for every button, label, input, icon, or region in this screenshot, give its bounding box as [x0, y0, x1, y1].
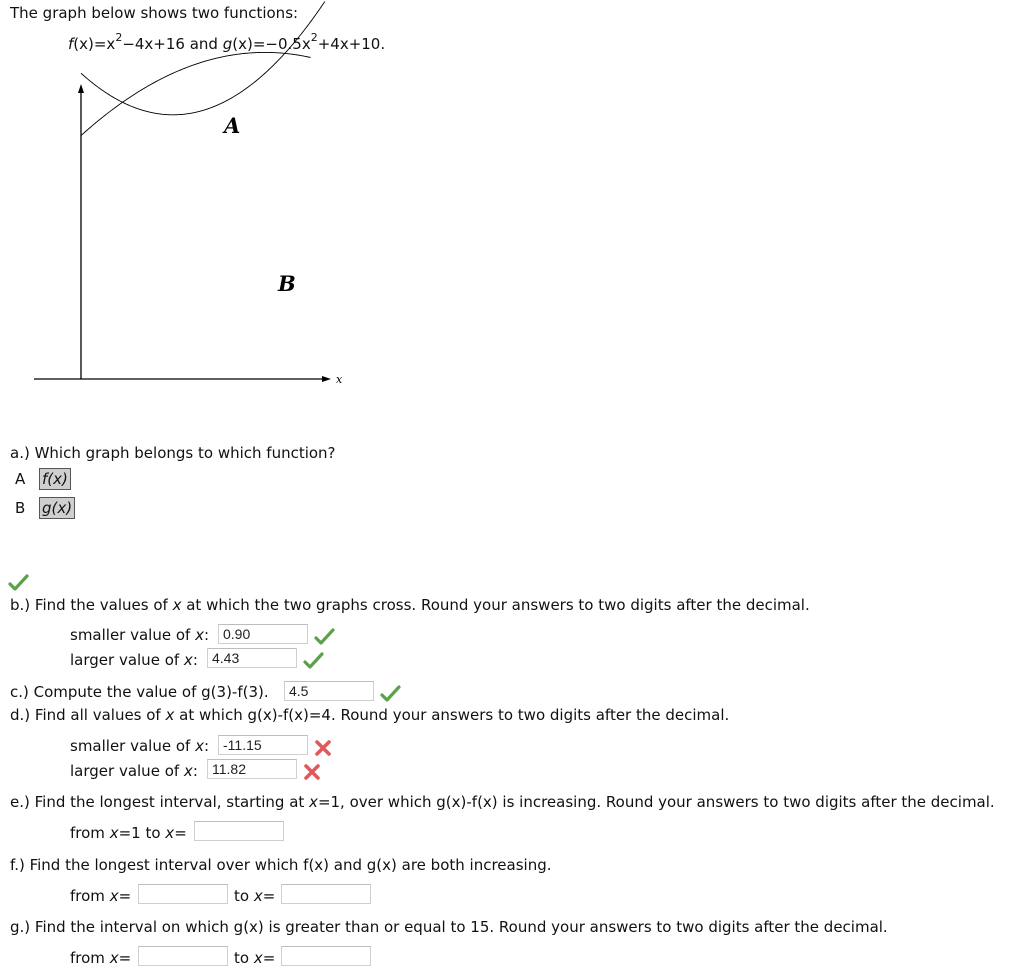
- label-text: from: [70, 887, 110, 905]
- label-var: x: [195, 626, 204, 644]
- label-var: x: [165, 824, 175, 842]
- check-icon: [380, 685, 402, 703]
- part-c-question: c.) Compute the value of g(3)-f(3).: [10, 683, 269, 701]
- label-text: to: [234, 887, 254, 905]
- check-icon: [314, 628, 336, 646]
- label-colon: :: [203, 626, 210, 644]
- label-text: to: [234, 949, 254, 967]
- label-colon: :: [192, 651, 198, 669]
- part-e-var: x: [309, 793, 318, 811]
- cross-icon: [304, 764, 320, 780]
- label-var: x: [253, 887, 263, 905]
- label-text: =1 to: [118, 824, 166, 842]
- intro-line: The graph below shows two functions:: [10, 4, 299, 22]
- part-b-smaller-label: [70, 626, 209, 644]
- part-b-larger-input[interactable]: [207, 648, 297, 668]
- part-e-text: e.) Find the longest interval, starting at: [10, 793, 310, 811]
- part-d-larger-label: [70, 762, 198, 780]
- part-a-letter-b: B: [15, 499, 26, 517]
- part-e-question: [10, 793, 995, 811]
- label-eq: =: [118, 887, 132, 905]
- f-name: f: [68, 35, 74, 53]
- label-var: x: [183, 762, 193, 780]
- label-eq: =: [262, 949, 276, 967]
- graph-label-a: A: [224, 113, 241, 138]
- part-b-var: x: [172, 596, 182, 614]
- g-body: (x)=−0.5x: [232, 35, 311, 53]
- cross-icon: [315, 740, 331, 756]
- label-text: smaller value of: [70, 737, 196, 755]
- label-eq: =: [174, 824, 187, 842]
- part-f-to-label: [234, 887, 275, 905]
- part-e-text-end: =1, over which g(x)-f(x) is increasing. Round your answers to two digits after the decimal.: [317, 793, 995, 811]
- check-icon: [303, 652, 325, 670]
- part-f-to-input[interactable]: [281, 884, 371, 904]
- part-d-var: x: [165, 706, 175, 724]
- label-var: x: [183, 651, 193, 669]
- part-b-text-end: at which the two graphs cross. Round your answers to two digits after the decimal.: [181, 596, 810, 614]
- part-a-letter-a: A: [15, 470, 26, 488]
- part-a-answer-b[interactable]: g(x): [39, 497, 75, 519]
- graph-label-b: B: [278, 271, 296, 296]
- label-var: x: [253, 949, 263, 967]
- curve-a-f: [81, 2, 325, 115]
- check-icon: [8, 574, 30, 592]
- label-text: from: [70, 949, 110, 967]
- y-axis-arrow: [78, 84, 84, 93]
- part-d-text: d.) Find all values of: [10, 706, 166, 724]
- label-eq: =: [118, 949, 132, 967]
- part-d-larger-input[interactable]: [207, 759, 297, 779]
- function-graph: [0, 0, 400, 420]
- label-colon: :: [192, 762, 198, 780]
- part-g-from-input[interactable]: [138, 946, 228, 966]
- part-g-from-label: [70, 949, 131, 967]
- label-text: from: [70, 824, 110, 842]
- part-b-smaller-input[interactable]: [218, 624, 308, 644]
- g-exponent: 2: [310, 31, 318, 44]
- part-c-input[interactable]: [284, 681, 374, 701]
- label-colon: :: [203, 737, 210, 755]
- x-axis-arrow: [322, 376, 331, 382]
- part-d-text-end: at which g(x)-f(x)=4. Round your answers to two digits after the decimal.: [174, 706, 730, 724]
- label-text: smaller value of: [70, 626, 196, 644]
- part-d-smaller-input[interactable]: [218, 735, 308, 755]
- label-var: x: [195, 737, 204, 755]
- g-name: g: [222, 35, 233, 53]
- part-b-question: [10, 596, 810, 614]
- part-f-from-label: [70, 887, 131, 905]
- label-var: x: [109, 887, 119, 905]
- part-d-smaller-label: [70, 737, 209, 755]
- part-b-text: b.) Find the values of: [10, 596, 173, 614]
- label-var: x: [109, 824, 119, 842]
- g-tail: +4x+10.: [317, 35, 386, 53]
- part-a-answer-a[interactable]: f(x): [39, 468, 71, 490]
- part-g-to-label: [234, 949, 275, 967]
- part-a-question: a.) Which graph belongs to which function?: [10, 444, 336, 462]
- part-f-question: f.) Find the longest interval over which f(x) and g(x) are both increasing.: [10, 856, 552, 874]
- part-b-larger-label: [70, 651, 198, 669]
- curve-b-g: [81, 52, 311, 135]
- part-e-label: [70, 824, 187, 842]
- label-var: x: [109, 949, 119, 967]
- f-exponent: 2: [115, 31, 123, 44]
- part-f-from-input[interactable]: [138, 884, 228, 904]
- part-g-to-input[interactable]: [281, 946, 371, 966]
- label-text: larger value of: [70, 651, 184, 669]
- part-g-question: g.) Find the interval on which g(x) is greater than or equal to 15. Round your answers to two digits after the decimal.: [10, 918, 888, 936]
- x-axis-label: x: [336, 373, 343, 386]
- part-d-question: [10, 706, 729, 724]
- part-e-input[interactable]: [194, 821, 284, 841]
- f-body: (x)=x: [73, 35, 116, 53]
- f-tail: −4x+16 and: [122, 35, 223, 53]
- label-text: larger value of: [70, 762, 184, 780]
- label-eq: =: [262, 887, 276, 905]
